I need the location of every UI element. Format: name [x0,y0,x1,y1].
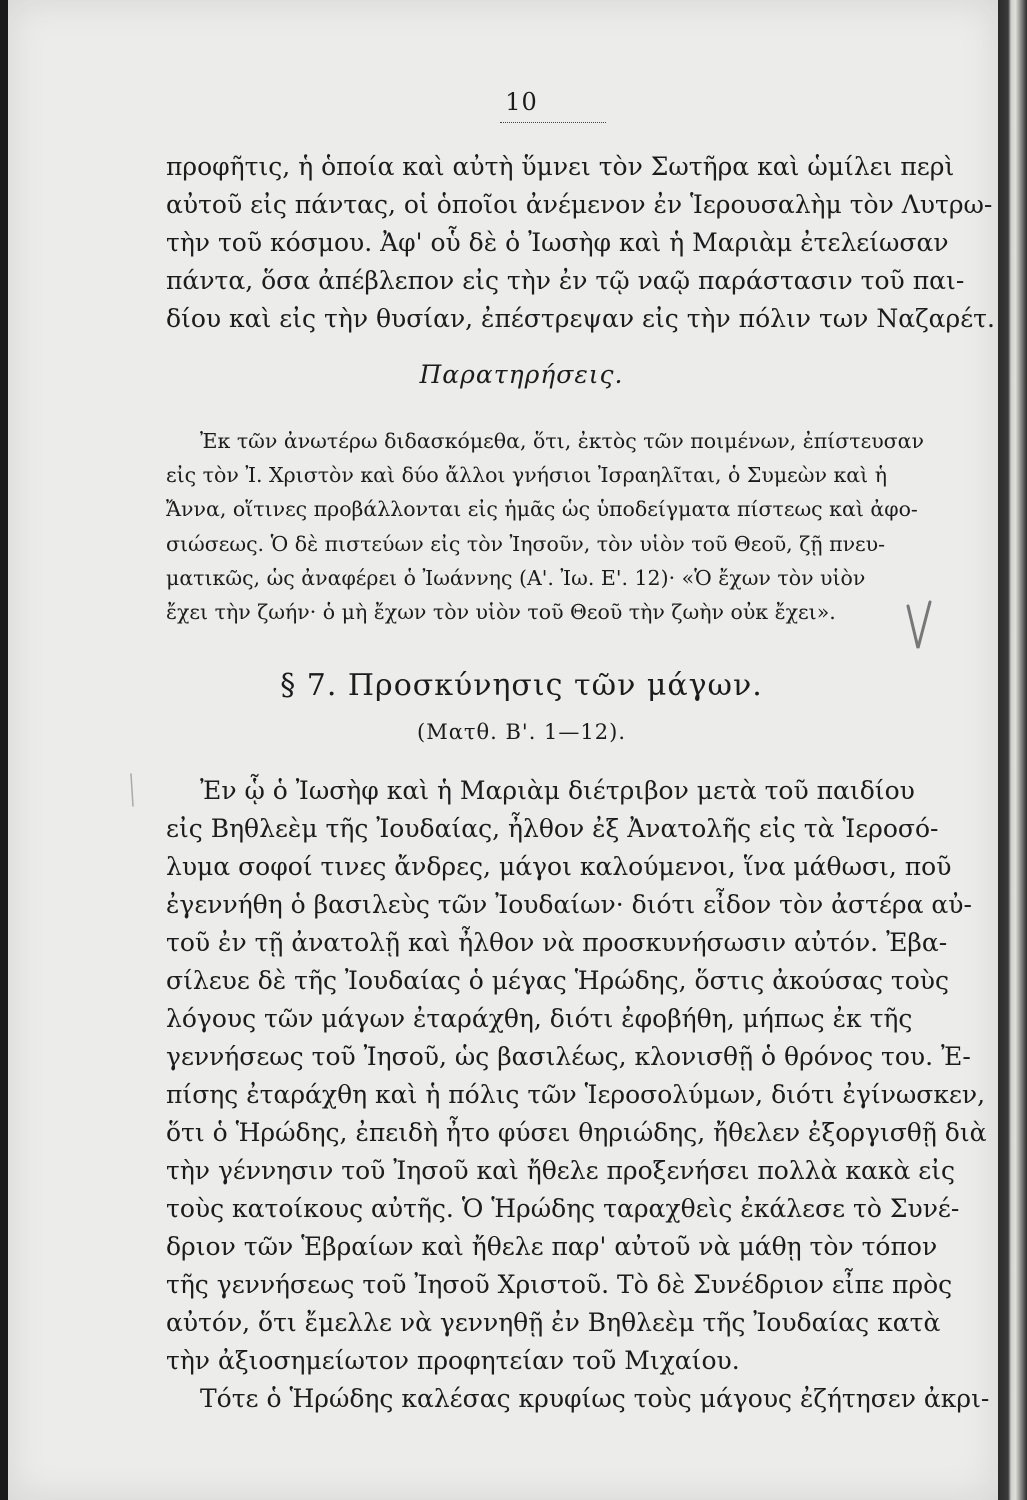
intro-paragraph [166,148,995,338]
text-line: τῆς γεννήσεως τοῦ Ἰησοῦ Χριστοῦ. Τὸ δὲ Συνέδριον εἶπε πρὸς [166,1270,953,1299]
text-line: δριον τῶν Ἑβραίων καὶ ἤθελε παρ' αὐτοῦ νὰ μάθῃ τὸν τόπον [166,1232,938,1261]
remarks-heading: Παρατηρήσεις. [419,360,624,389]
text-line: ὅτι ὁ Ἡρώδης, ἐπειδὴ ἦτο φύσει θηριώδης, ἤθελεν ἐξοργισθῇ διὰ [166,1118,987,1147]
page-number: 10 [505,88,538,116]
text-line: εἰς Βηθλεὲμ τῆς Ἰουδαίας, ἦλθον ἐξ Ἀνατολῆς εἰς τὰ Ἱεροσό- [166,814,939,843]
text-line: δίου καὶ εἰς τὴν θυσίαν, ἐπέστρεψαν εἰς τὴν πόλιν των Ναζαρέτ. [166,304,995,333]
book-spine-edge [998,0,1027,1500]
text-line: τὴν ἀξιοσημείωτον προφητείαν τοῦ Μιχαίου. [166,1346,740,1375]
text-line: ματικῶς, ὡς ἀναφέρει ὁ Ἰωάννης (Α'. Ἰω. Ε'. 12)· «Ὁ ἔχων τὸν υἱὸν [166,565,866,590]
text-line: λόγους τῶν μάγων ἐταράχθη, διότι ἐφοβήθη, μήπως ἐκ τῆς [166,1004,913,1033]
text-line: σιώσεως. Ὁ δὲ πιστεύων εἰς τὸν Ἰησοῦν, τὸν υἱὸν τοῦ Θεοῦ, ζῇ πνευ- [166,531,886,556]
text-line: ἔχει τὴν ζωήν· ὁ μὴ ἔχων τὸν υἱὸν τοῦ Θεοῦ τὴν ζωὴν οὐκ ἔχει». [166,600,836,625]
pencil-check-mark [904,596,934,656]
section-title: § 7. Προσκύνησις τῶν μάγων. [280,668,763,703]
text-line: ἐγεννήθη ὁ βασιλεὺς τῶν Ἰουδαίων· διότι εἶδον τὸν ἀστέρα αὐ- [166,890,972,919]
remarks-paragraph [166,424,946,629]
text-line: αὐτοῦ εἰς πάντας, οἱ ὁποῖοι ἀνέμενον ἐν Ἱερουσαλὴμ τὸν Λυτρω- [166,190,993,219]
text-line: Τότε ὁ Ἡρώδης καλέσας κρυφίως τοὺς μάγους ἐζήτησεν ἀκρι- [200,1384,990,1413]
text-line: τὴν γέννησιν τοῦ Ἰησοῦ καὶ ἤθελε προξενήσει πολλὰ κακὰ εἰς [166,1156,956,1185]
pencil-stroke-mark [123,770,143,810]
text-line: πίσης ἐταράχθη καὶ ἡ πόλις τῶν Ἱεροσολύμων, διότι ἐγίνωσκεν, [166,1080,986,1109]
text-line: Ἐν ᾧ ὁ Ἰωσὴφ καὶ ἡ Μαριὰμ διέτριβον μετὰ τοῦ παιδίου [200,776,915,805]
text-line: Ἐκ τῶν ἀνωτέρω διδασκόμεθα, ὅτι, ἐκτὸς τῶν ποιμένων, ἐπίστευσαν [200,429,924,453]
text-line: Ἄννα, οἵτινες προβάλλονται εἰς ἡμᾶς ὡς ὑποδείγματα πίστεως καὶ ἀφο- [166,497,918,522]
text-line: αὐτόν, ὅτι ἔμελλε νὰ γεννηθῇ ἐν Βηθλεὲμ τῆς Ἰουδαίας κατὰ [166,1308,941,1337]
text-line: γεννήσεως τοῦ Ἰησοῦ, ὡς βασιλέως, κλονισθῇ ὁ θρόνος του. Ἐ- [166,1042,971,1071]
section-reference: (Ματθ. Β'. 1—12). [417,720,626,744]
text-line: τὴν τοῦ κόσμου. Ἀφ' οὗ δὲ ὁ Ἰωσὴφ καὶ ἡ Μαριὰμ ἐτελείωσαν [166,228,949,257]
text-line: πάντα, ὅσα ἀπέβλεπον εἰς τὴν ἐν τῷ ναῷ παράστασιν τοῦ παι- [166,266,965,295]
book-page [8,0,998,1500]
text-line: προφῆτις, ἡ ὁποία καὶ αὐτὴ ὕμνει τὸν Σωτῆρα καὶ ὡμίλει περὶ [166,152,955,181]
text-line: σίλευε δὲ τῆς Ἰουδαίας ὁ μέγας Ἡρώδης, ὅστις ἀκούσας τοὺς [166,966,949,995]
page-number-rule [500,122,606,123]
text-line: εἰς τὸν Ἰ. Χριστὸν καὶ δύο ἄλλοι γνήσιοι Ἰσραηλῖται, ὁ Συμεὼν καὶ ἡ [166,463,887,488]
body-paragraph [166,772,990,1418]
text-line: τοὺς κατοίκους αὐτῆς. Ὁ Ἡρώδης ταραχθεὶς ἐκάλεσε τὸ Συνέ- [166,1194,960,1223]
text-line: λυμα σοφοί τινες ἄνδρες, μάγοι καλούμενοι, ἵνα μάθωσι, ποῦ [166,852,952,881]
text-line: τοῦ ἐν τῇ ἀνατολῇ καὶ ἦλθον νὰ προσκυνήσωσιν αὐτόν. Ἐβα- [166,928,948,957]
